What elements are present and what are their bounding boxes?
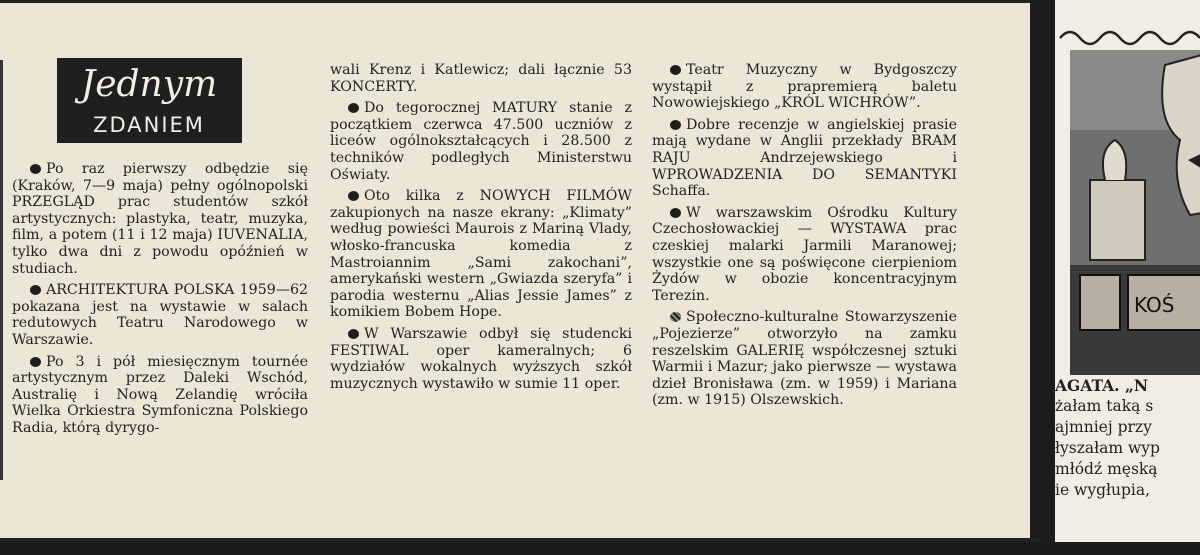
article-nowe-filmy: Oto kilka z NOWYCH FILMÓW zakupionych na nasze ekrany: „Klimaty” według powieści Maurois z Mariną Vlady, włosko-francuska komedia z Mastroiannim „Sami zakochani”, amerykański western „Gwiazda szeryfa” i parodia westernu „Alias Jessie James” z komikiem Bobem Hope. [330,188,632,321]
article-matura: Do tegorocznej MATURY stanie z początkiem czerwca 47.500 uczniów z liceów ogólnokształcących i 28.500 z techników podległych Ministerstwu Oświaty. [330,100,632,183]
article-architektura: ARCHITEKTURA POLSKA 1959—62 pokazana jest na wystawie w salach redutowych Teatru Narodowego w Warszawie. [12,282,308,348]
column-2 [330,62,632,397]
bottom-edge [0,542,1200,555]
bullet-icon [348,329,359,339]
bullet-icon [348,191,359,201]
bullet-icon [30,285,41,295]
bullet-icon [670,65,681,75]
bullet-icon [30,164,41,174]
column-1 [12,161,308,442]
caption-line: łyszałam wyp [1055,439,1160,457]
cartoon-caption [1055,375,1200,501]
adjacent-page [1055,0,1200,542]
article-wystawa: W warszawskim Ośrodku Kultury Czechosłowackiej — WYSTAWA prac czeskiej malarki Jarmili Maranowej; wszystkie one są poświęcone cierpieniom Żydów w obozie koncentracyjnym Terezin. [652,204,957,304]
caption-line: młódź męską [1055,460,1158,478]
article-orkiestra: Po 3 i pół miesięcznym tournée artystycznym przez Daleki Wschód, Australię i Nową Zelandię wróciła Wielka Orkiestra Symfoniczna Polskiego Radia, którą dyrygo- [12,353,308,436]
article-festiwal: W Warszawie odbył się studencki FESTIWAL oper kameralnych; 6 wydziałów wokalnych wyższych szkół muzycznych wystawiło w sumie 11 oper. [330,325,632,392]
logo-line2: ZDANIEM [93,113,205,137]
caption-line: żałam taką s [1055,397,1154,415]
article-recenzje: Dobre recenzje w angielskiej prasie mają wydane w Anglii przekłady BRAM RAJU Andrzejewskiego i WPROWADZENIA DO SEMANTYKI Schaffa. [652,116,957,200]
logo-graphic [57,58,242,143]
top-rule [0,0,1030,3]
column-3 [652,62,957,414]
bullet-icon [30,357,41,367]
page-gutter [1030,0,1055,555]
bullet-icon [670,120,681,130]
bullet-icon [670,208,681,218]
article-continuation: wali Krenz i Katlewicz; dali łącznie 53 KONCERTY. [330,62,632,95]
caption-line: ie wygłupia, [1055,481,1151,499]
section-logo [57,58,242,143]
caption-line: AGATA. „N [1055,376,1149,395]
caption-line: ajmniej przy [1055,418,1152,436]
article-pojezierze: Społeczno-kulturalne Stowarzyszenie „Pojezierze” otworzyło na zamku reszelskim GALERIĘ współczesnej sztuki Warmii i Mazur; jako pierwsze — wystawa dzieł Bronisława (zm. w 1959) i Mariana (zm. w 1915) Olszewskich. [652,309,957,409]
article-przeglad: Po raz pierwszy odbędzie się (Kraków, 7—9 maja) pełny ogólnopolski PRZEGLĄD prac studentów szkół artystycznych: plastyka, teatr, muzyka, film, a potem (11 i 12 maja) IUVENALIA, tylko dwa dni z powodu opóźnień w studiach. [12,161,308,277]
cartoon-lettering: KOŚ [1134,293,1175,317]
logo-line1: Jednym [80,64,218,105]
cartoon-illustration [1070,30,1200,375]
bullet-icon [670,312,681,322]
bullet-icon [348,103,359,113]
article-teatr-muzyczny: Teatr Muzyczny w Bydgoszczy wystąpił z prapremierą baletu Nowowiejskiego „KRÓL WICHRÓW”. [652,62,957,112]
left-rule [0,60,3,480]
